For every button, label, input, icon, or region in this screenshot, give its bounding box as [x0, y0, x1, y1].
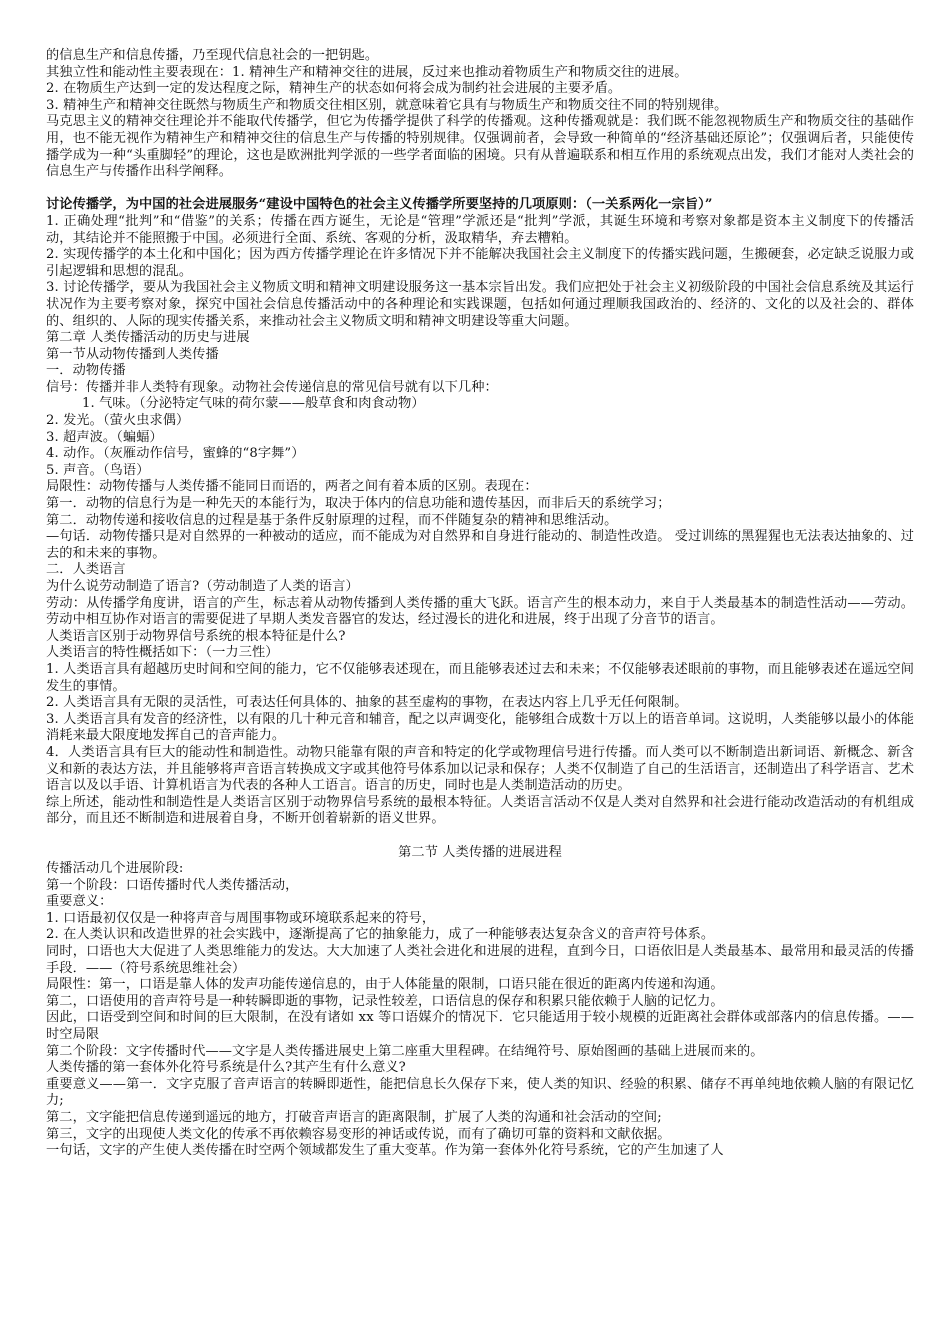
- text-line: 4．人类语言具有巨大的能动性和制造性。动物只能靠有限的声音和特定的化学或物理信号进行传播。而人类可以不断制造出新词语、新概念、新含义和新的表达方法，并且能够将声音语言转换成文字或其他符号体系加以记录和保存；人类不仅制造了自己的生活语言，还制造出了科学语言、艺术语言以及以手语、计算机语言为代表的各种人工语言。语言的历史，同时也是人类制造活动的历史。: [46, 744, 914, 794]
- text-line: 讨论传播学，为中国的社会进展服务“建设中国特色的社会主义传播学所要坚持的几项原则：（一关系两化一宗旨）”: [46, 197, 713, 213]
- text-line: 第二．动物传递和接收信息的过程是基于条件反射原理的过程，而不伴随复杂的精神和思维活动。: [46, 512, 618, 528]
- text-line: 重要意义——第一．文字克服了音声语言的转瞬即逝性，能把信息长久保存下来，使人类的知识、经验的积累、储存不再单纯地依赖人脑的有限记忆力;: [46, 1076, 914, 1109]
- text-line: 人类传播的第一套体外化符号系统是什么?其产生有什么意义?: [46, 1060, 406, 1076]
- text-line: 2. 实现传播学的本土化和中国化；因为西方传播学理论在许多情况下并不能解决我国社会主义制度下的传播实践问题，生搬硬套，必定缺乏说服力或引起逻辑和思想的混乱。: [46, 247, 914, 279]
- text-line: 二．人类语言: [46, 562, 126, 578]
- text-line: 局限性：动物传播与人类传播不能同日而语的，两者之间有着本质的区别。表现在：: [46, 479, 538, 495]
- text-line: 第二个阶段：文字传播时代——文字是人类传播进展史上第二座重大里程碑。在结绳符号、原始图画的基础上进展而来的。: [46, 1043, 764, 1059]
- text-line: 第一节从动物传播到人类传播: [46, 346, 219, 362]
- text-line: 人类语言的特性概括如下：（一力三性）: [46, 645, 279, 661]
- text-line: 5. 声音。（鸟语）: [46, 462, 150, 478]
- text-line: 2. 在人类认识和改造世界的社会实践中，逐渐提高了它的抽象能力，成了一种能够表达复杂含义的音声符号体系。: [46, 927, 715, 943]
- text-line: 局限性：第一，口语是靠人体的发声功能传递信息的，由于人体能量的限制，口语只能在很近的距离内传递和沟通。: [46, 977, 724, 993]
- text-line: 为什么说劳动制造了语言?（劳动制造了人类的语言）: [46, 579, 359, 594]
- text-line: 其独立性和能动性主要表现在：1. 精神生产和精神交往的进展，反过来也推动着物质生产和物质交往的进展。: [46, 64, 688, 80]
- text-line: 马克思主义的精神交往理论并不能取代传播学，但它为传播学提供了科学的传播观。这种传播观就是：我们既不能忽视物质生产和物质交往的基础作用，也不能无视作为精神生产和精神交往的信息生产与传播的特别规律。仅强调前者，会导致一种简单的“经济基础还原论”；仅强调后者，只能使传播学成为一种“头重脚轻”的理论，这也是欧洲批判学派的一些学者面临的困境。只有从普遍联系和相互作用的系统观点出发，我们才能对人类社会的信息生产与传播作出科学阐释。: [46, 114, 914, 180]
- text-line: 3. 超声波。（蝙蝠）: [46, 429, 163, 445]
- text-line: 1. 人类语言具有超越历史时间和空间的能力，它不仅能够表述现在，而且能够表述过去和未来；不仅能够表述眼前的事物，而且能够表述在遥远空间发生的事情。: [46, 661, 914, 694]
- text-line: 第二，口语使用的音声符号是一种转瞬即逝的事物，记录性较差，口语信息的保存和积累只能依赖于人脑的记忆力。: [46, 993, 724, 1009]
- text-line: 第一个阶段：口语传播时代人类传播活动，: [46, 877, 299, 893]
- text-line: 2. 发光。（萤火虫求偶）: [46, 413, 190, 429]
- text-line: 1. 正确处理“批判”和“借鉴”的关系；传播在西方诞生，无论是“管理”学派还是“批判”学派，其诞生环境和考察对象都是资本主义制度下的传播活动，其结论并不能照搬于中国。必须进行全面、系统、客观的分析，汲取精华，弃去糟粕。: [46, 213, 914, 246]
- text-line: 3. 讨论传播学，要从为我国社会主义物质文明和精神文明建设服务这一基本宗旨出发。我们应把处于社会主义初级阶段的中国社会信息系统及其运行状况作为主要考察对象，探究中国社会信息传播活动中的各种理论和实践课题，包括如何通过理顺我国政治的、经济的、文化的以及社会的、群体的、组织的、人际的现实传播关系，来推动社会主义物质文明和精神文明建设等重大问题。: [46, 280, 914, 329]
- text-line: 第二，文字能把信息传递到遥远的地方，打破音声语言的距离限制，扩展了人类的沟通和社会活动的空间;: [46, 1110, 662, 1125]
- document-page: [46, 48, 914, 1160]
- text-line: 人类语言区别于动物界信号系统的根本特征是什么?: [46, 628, 346, 644]
- blank-line: [46, 828, 914, 845]
- text-line: 同时，口语也大大促进了人类思维能力的发达。大大加速了人类社会进化和进展的进程，直到今日，口语依旧是人类最基本、最常用和最灵活的传播手段．——（符号系统思维社会）: [46, 944, 914, 976]
- text-line: 第二章 人类传播活动的历史与进展: [46, 330, 250, 346]
- text-line: 1. 气味。（分泌特定气味的荷尔蒙——般草食和肉食动物）: [82, 396, 425, 412]
- text-line: —句话．动物传播只是对自然界的一种被动的适应，而不能成为对自然界和自身进行能动的、制造性改造。 受过训练的黑猩猩也无法表达抽象的、过去的和未来的事物。: [46, 529, 914, 561]
- text-line: 3. 人类语言具有发音的经济性，以有限的几十种元音和辅音，配之以声调变化，能够组合成数十万以上的语音单词。这说明，人类能够以最小的体能消耗来最大限度地发挥自己的音声能力。: [46, 711, 914, 744]
- text-line: 综上所述，能动性和制造性是人类语言区别于动物界信号系统的最根本特征。人类语言活动不仅是人类对自然界和社会进行能动改造活动的有机组成部分，而且还不断制造和进展着自身，不断开创着崭新的语义世界。: [46, 794, 914, 827]
- text-line: 信号：传播并非人类特有现象。动物社会传递信息的常见信号就有以下几种：: [46, 379, 498, 395]
- blank-line: [46, 181, 914, 198]
- text-line: 的信息生产和信息传播，乃至现代信息社会的一把钥匙。: [46, 48, 379, 63]
- text-line: 2. 人类语言具有无限的灵活性，可表达任何具体的、抽象的甚至虚构的事物，在表达内容上几乎无任何限制。: [46, 695, 688, 711]
- text-line: 一．动物传播: [46, 363, 126, 379]
- text-line: 重要意义：: [46, 894, 113, 910]
- text-line: 第二节 人类传播的进展进程: [398, 844, 562, 860]
- text-line: 因此，口语受到空间和时间的巨大限制，在没有诸如 xx 等口语媒介的情况下．它只能适用于较小规模的近距离社会群体或部落内的信息传播。——时空局限: [46, 1010, 914, 1043]
- text-line: 第一．动物的信息行为是一种先天的本能行为，取决于体内的信息功能和遗传基因，而非后天的系统学习；: [46, 496, 671, 512]
- text-line: 第三，文字的出现使人类文化的传承不再依赖容易变形的神话或传说，而有了确切可靠的资料和文献依据。: [46, 1126, 671, 1142]
- text-line: 4. 动作。（灰雁动作信号，蜜蜂的“8字舞”）: [46, 446, 305, 462]
- text-line: 劳动：从传播学角度讲，语言的产生，标志着从动物传播到人类传播的重大飞跃。语言产生的根本动力，来自于人类最基本的制造性活动——劳动。劳动中相互协作对语言的需要促进了早期人类发音器官的发达，经过漫长的进化和进展，终于出现了分音节的语言。: [46, 595, 914, 628]
- text-line: 一句话，文字的产生使人类传播在时空两个领域都发生了重大变革。作为第一套体外化符号系统，它的产生加速了人: [46, 1143, 724, 1159]
- text-line: 2. 在物质生产达到一定的发达程度之际，精神生产的状态如何将会成为制约社会进展的主要矛盾。: [46, 81, 622, 97]
- text-line: 传播活动几个进展阶段:: [46, 861, 184, 877]
- text-line: 3. 精神生产和精神交往既然与物质生产和物质交往相区别，就意味着它具有与物质生产和物质交往不同的特别规律。: [46, 97, 728, 113]
- text-line: 1. 口语最初仅仅是一种将声音与周围事物或环境联系起来的符号，: [46, 910, 436, 926]
